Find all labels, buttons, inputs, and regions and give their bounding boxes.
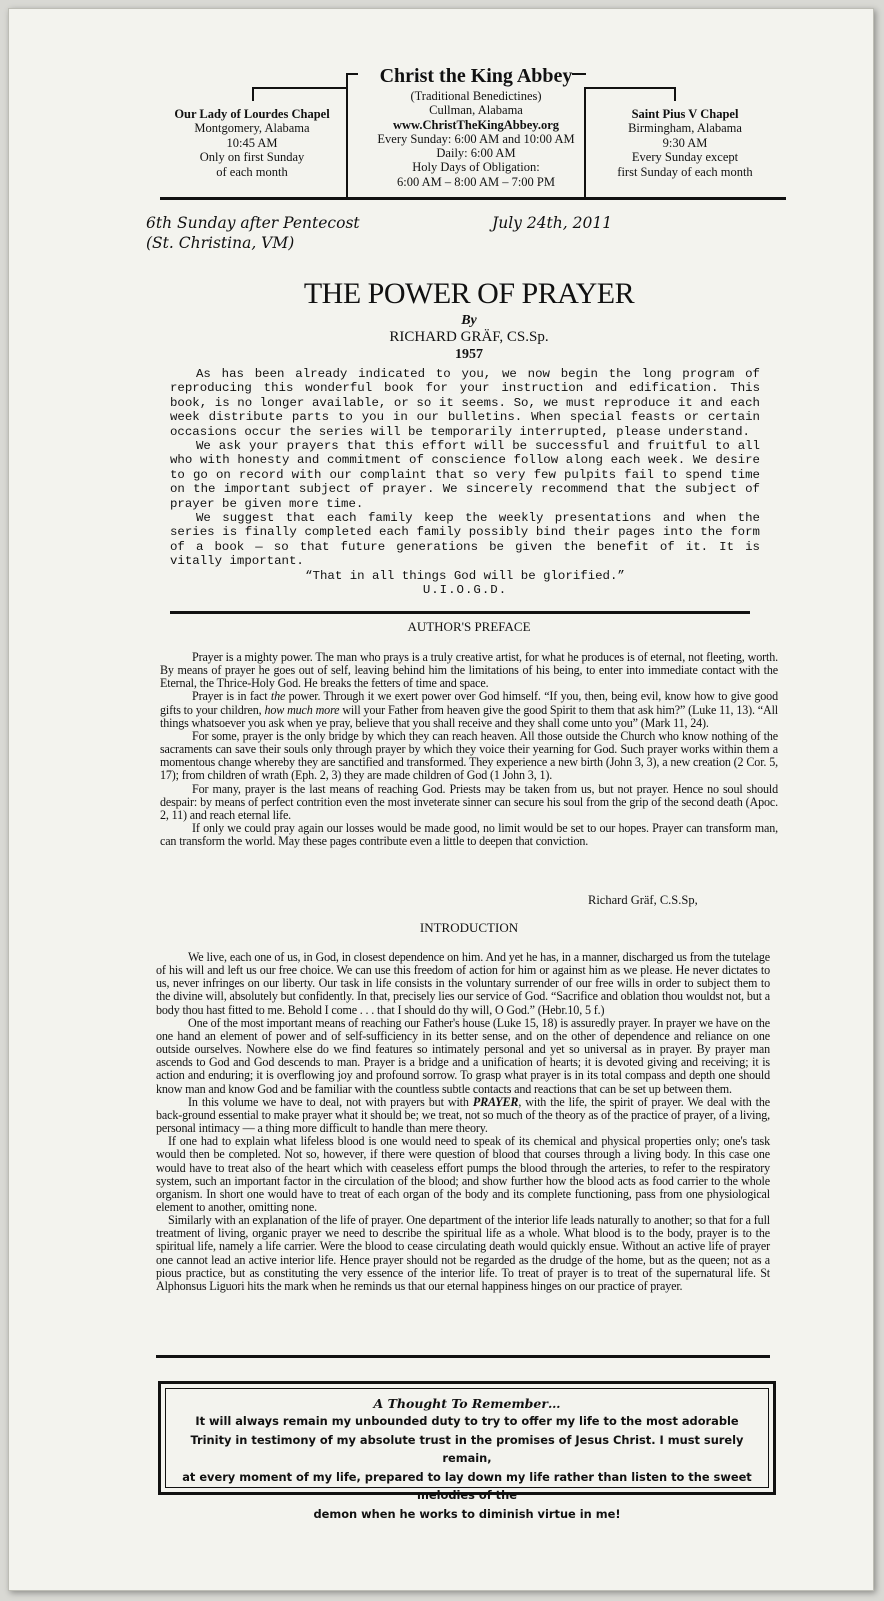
chapel-right [584, 107, 786, 179]
divider-rule [170, 611, 750, 614]
chapel-left-time: 10:45 AM [226, 135, 278, 150]
chapel-right-note1: Every Sunday except [631, 150, 739, 165]
preface-p2-part: Prayer is in fact [192, 689, 271, 704]
preface-title: AUTHOR'S PREFACE [407, 619, 531, 634]
header-tick-right [674, 87, 676, 101]
introduction-paragraph: Similarly with an explanation of the life of prayer. One department of the interior life leads naturally to another; so that for a full treatment of living, organic prayer we need to describe the spiritual life as a whole. What blood is to the body, prayer is to the spiritual life, namely a life carrier. Were the blood to cease circulating death would quickly ensue. Without an active life of prayer one cannot lead an active interior life. Hence prayer should not be regarded as the drudge of the home, but as the queen; not as a pious practice, but as constituting the very essence of the interior life. To treat of prayer is to treat of the supernatural life. St Alphonsus Liguori hits the mark when he reminds us that our eternal happiness hinges on our practice of prayer. [156, 1213, 770, 1293]
preface-paragraph: For some, prayer is the only bridge by which they can reach heaven. All those outside the Church who know nothing of the sacraments can save their souls only through prayer by which they voice their yearning for God. Such prayer works within them a momentous change whereby they are sanctified and transformed. They experience a new birth (John 3, 3), a new creation (2 Cor. 5, 17); from children of wrath (Eph. 2, 3) they are made children of God (1 John 3, 1). [160, 728, 778, 783]
saint-name: (St. Christina, VM) [146, 234, 295, 252]
preface-paragraph: Prayer is a mighty power. The man who prays is a truly creative artist, for what he produces is of eternal, not fleeting, worth. By means of prayer he goes out of self, leaving behind him the limitations of his being, to enter into immediate contact with the Eternal, the Thrice-Holy God. He breaks the fetters of time and space. [160, 650, 778, 691]
intro-paragraph: We suggest that each family keep the weekly presentations and when the series is finally completed each family possibly bind their pages into the form of a book — so that future generations be given the benefit of it. It is vitally important. [170, 511, 760, 569]
abbey-website[interactable]: www.ChristTheKingAbbey.org [393, 117, 559, 132]
intro-paragraph: We ask your prayers that this effort will be successful and fruitful to all who with honesty and commitment of conscience follow along each week. We desire to go on record with our complaint that so very few pulpits fail to spend time on the important subject of prayer. We sincerely recommend that the subject of prayer be given more time. [170, 439, 760, 511]
abbey-holy-days-label: Holy Days of Obligation: [412, 160, 540, 175]
abbey-city: Cullman, Alabama [429, 103, 523, 118]
thought-line: demon when he works to diminish virtue in me! [313, 1506, 621, 1521]
thought-line: at every moment of my life, prepared to lay down my life rather than listen to the sweet melodies of the [182, 1469, 752, 1502]
introduction-body [156, 951, 770, 1293]
bulletin-header [152, 55, 786, 202]
introduction-paragraph: If one had to explain what lifeless blood is one would need to speak of its chemical and physical properties only; one's task would then be completed. Not so, however, if there were question of blood that courses through a living body. In this case one would have to treat also of the heart which with ceaseless effort pumps the blood through the arteries, to refer to the respiratory system, such an important factor in the circulation of the blood; and show further how the blood acts as food carrier to the whole organism. In short one would have to treat of each organ of the body and its complete functioning, pass from one physiological element to another, omitting none. [156, 1134, 770, 1214]
abbey-holy-days-times: 6:00 AM – 8:00 AM – 7:00 PM [396, 174, 555, 189]
by-line: By [461, 313, 477, 328]
preface-p2-part: power. Through it we exert power over God himself. “If you, then, being evil, know how to give good gifts to your children, [160, 689, 778, 717]
introduction-paragraph: One of the most important means of reaching our Father's house (Luke 15, 18) is assuredly prayer. In prayer we have on the one hand an element of power and of self-sufficiency in its better sense, and on the other of dependence and reliance on one outside ourselves. Nowhere else do we find features so intimately personal and yet so universal as in prayer. By prayer man ascends to God and God descends to man. Prayer is a bridge and a unification of hearts; it is devoted giving and receiving; it is action and enduring; it is overflowing joy and profound sorrow. To grasp what prayer is in its total compass and depth one should know man and know God and be familiar with the countless subtle contacts and reactions that can be set up between them. [156, 1015, 770, 1096]
introduction-paragraph: We live, each one of us, in God, in closest dependence on him. And yet he has, in a manner, discharged us from the tutelage of his will and left us our free choice. We can use this freedom of action for him or against him as we please. He never dictates to us, never infringes on our liberty. Our task in life consists in the voluntary surrender of our free wills in order to subject them to the divine will, absolutely but confidently. In that, precisely lies our service of God. “Sacrifice and oblation thou wouldst not, but a body thou hast fitted to me. Behold I come . . . that I should do thy will, O God.” (Hebr.10, 5 f.) [156, 950, 770, 1017]
abbey-title: Christ the King Abbey [379, 65, 573, 87]
preface-p2-part: will your Father from heaven give the good Spirit to them that ask him?” (Luke 11, 13). “All things whatsoever you ask when ye pray, believe that you shall receive and they shall come unto you” (Mark 11, 24). [160, 702, 779, 730]
thought-to-remember-box [158, 1381, 776, 1521]
abbey-sunday-times: Every Sunday: 6:00 AM and 10:00 AM [377, 131, 575, 146]
thought-title: A Thought To Remember… [373, 1396, 561, 1411]
chapel-left-city: Montgomery, Alabama [194, 121, 310, 136]
preface-paragraph: For many, prayer is the last means of reaching God. Priests may be taken from us, but not prayer. Hence no soul should despair: by means of perfect contrition even the most inveterate sinner can secure his soul from the grip of the second death (Apoc. 2, 11) and reach eternal life. [160, 781, 778, 822]
chapel-left-note2: of each month [216, 164, 288, 179]
thought-inner-border [165, 1388, 769, 1521]
preface-p2-emphasis: how much more [264, 702, 340, 717]
introduction-paragraph [156, 1096, 770, 1135]
introduction-p3-part: In this volume we have to deal, not with prayers but with [188, 1094, 473, 1109]
introduction-p3-emphasis: PRAYER [472, 1094, 519, 1109]
intro-uiogd: U.I.O.G.D. [422, 583, 508, 598]
page-title: THE POWER OF PRAYER [303, 277, 635, 310]
abbey-info [357, 65, 595, 189]
chapel-right-name: Saint Pius V Chapel [631, 107, 739, 121]
book-author: RICHARD GRÄF, CS.Sp. [389, 329, 549, 345]
chapel-left-name: Our Lady of Lourdes Chapel [174, 107, 330, 121]
chapel-left [152, 107, 352, 179]
intro-paragraph: As has been already indicated to you, we now begin the long program of reproducing this wonderful book for your instruction and edification. This book, is no longer available, or so it seems. So, we must reproduce it and each week distribute parts to you in our bulletins. When special feasts or certain occasions occur the series will be temporarily interrupted, please understand. [170, 367, 760, 439]
preface-body [160, 651, 778, 848]
preface-paragraph [160, 690, 778, 729]
abbey-subtitle: (Traditional Benedictines) [410, 89, 542, 103]
editor-introduction [170, 367, 760, 598]
chapel-left-note1: Only on first Sunday [199, 150, 305, 165]
bulletin-page [146, 55, 786, 1535]
header-rule [160, 197, 786, 200]
header-tick-left [252, 87, 254, 101]
chapel-right-note2: first Sunday of each month [617, 164, 753, 179]
bulletin-date: July 24th, 2011 [492, 214, 613, 232]
liturgical-day [146, 213, 360, 253]
intro-quote: “That in all things God will be glorified.” [305, 568, 625, 583]
header-bracket-left [252, 87, 346, 89]
thought-line: It will always remain my unbounded duty to try to offer my life to the most adorable [195, 1414, 739, 1428]
introduction-p3-part: , with the life, the spirit of prayer. We deal with the back-ground essential to make prayer what it should be; we treat, not so much of the theory as of the practice of prayer, of a living, personal intimacy — a thing more difficult to handle than mere theory. [156, 1094, 770, 1136]
header-bracket-right [584, 87, 676, 89]
preface-signature: Richard Gräf, C.S.Sp, [588, 893, 698, 907]
preface-p2-emphasis: the [270, 689, 286, 704]
introduction-title: INTRODUCTION [419, 920, 519, 935]
bottom-divider-rule [156, 1355, 770, 1358]
chapel-right-city: Birmingham, Alabama [628, 121, 742, 136]
chapel-right-time: 9:30 AM [662, 135, 708, 150]
abbey-daily-times: Daily: 6:00 AM [436, 146, 516, 161]
book-year: 1957 [455, 347, 483, 362]
sunday-name: 6th Sunday after Pentecost [146, 214, 360, 232]
thought-line: Trinity in testimony of my absolute trust in the promises of Jesus Christ. I must surely remain, [190, 1432, 744, 1465]
preface-paragraph: If only we could pray again our losses would be made good, no limit would be set to our hopes. Prayer can transform man, can transform the world. May these pages contribute even a little to deepen that conviction. [160, 821, 778, 849]
